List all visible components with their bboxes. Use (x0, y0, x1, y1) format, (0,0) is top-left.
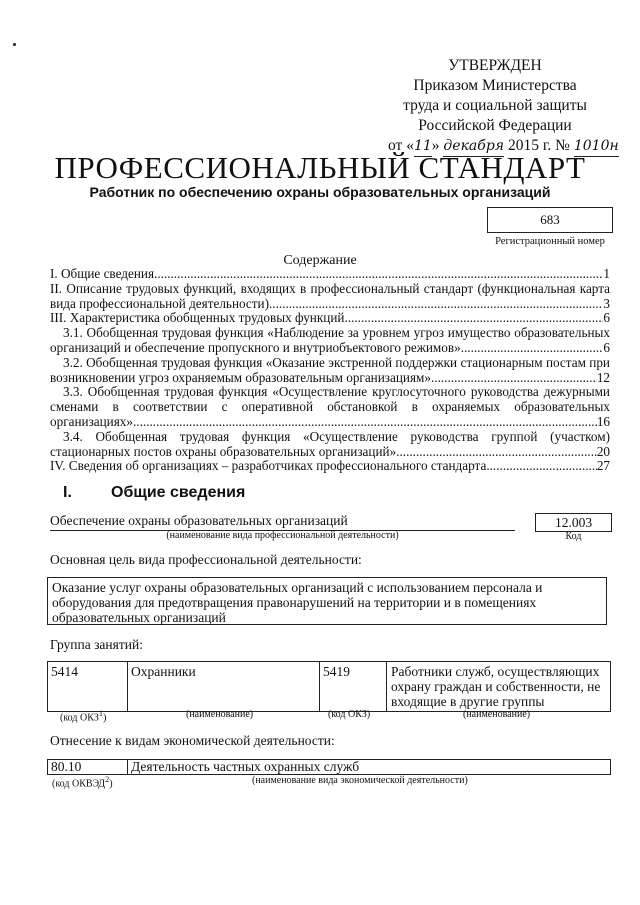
activity-code-box: 12.003 (535, 513, 612, 532)
table-of-contents (50, 267, 610, 474)
okved-code-cell: 80.10 (48, 760, 128, 775)
approval-ministry-line: труда и социальной защиты (403, 97, 587, 114)
occ-caption-name-2: (наименование) (463, 709, 531, 720)
registration-number-label: Регистрационный номер (495, 236, 605, 247)
registration-number-box: 683 (487, 207, 613, 233)
occupation-group-table (47, 661, 611, 712)
approval-date: от «11» декабря 2015 г. № 1010н (380, 136, 610, 157)
section-heading: I. Общие сведения (63, 484, 246, 501)
table-row (48, 662, 611, 712)
okved-table (47, 759, 611, 775)
okved-caption-code: (код ОКВЭД$^2$) (52, 775, 113, 790)
activity-code-caption: Код (565, 531, 582, 542)
toc-heading: Содержание (283, 253, 357, 268)
toc-entry-2[interactable]: II. Описание трудовых функций, входящих в профессиональный стандарт (функциональная карта вида профессиональной деятельности) ..... 3 (50, 282, 610, 312)
occ-caption-code-2: (код ОКЗ) (328, 709, 371, 720)
page-title: ПРОФЕССИОНАЛЬНЫЙ СТАНДАРТ (54, 150, 586, 185)
table-row (48, 760, 611, 775)
activity-name: Обеспечение охраны образовательных организаций (50, 513, 515, 531)
approval-number: 1010н (574, 136, 619, 157)
toc-entry-3-1[interactable]: 3.1. Обобщенная трудовая функция «Наблюдение за уровнем угроз имущество образовательных организаций и обеспечение пропускного и внутриобъектового режимов» ..... 6 (50, 326, 610, 356)
toc-entry-4[interactable]: IV. Сведения об организациях – разработчиках профессионального стандарта ..... 27 (50, 459, 610, 474)
toc-entry-1[interactable]: I. Общие сведения ..... 1 (50, 267, 610, 282)
approval-country-line: Российской Федерации (418, 117, 572, 134)
activity-caption: (наименование вида профессиональной деятельности) (166, 530, 399, 541)
page-subtitle: Работник по обеспечению охраны образовательных организаций (89, 184, 551, 200)
approval-heading: УТВЕРЖДЕН (448, 57, 542, 74)
okz-name-cell: Работники служб, осуществляющих охрану граждан и собственности, не входящие в другие группы (387, 662, 611, 712)
okved-caption-name: (наименование вида экономической деятельности) (252, 775, 468, 786)
occ-caption-code: (код ОКЗ$^1$) (60, 709, 107, 724)
occ-caption-name: (наименование) (186, 709, 254, 720)
toc-entry-3[interactable]: III. Характеристика обобщенных трудовых функций ..... 6 (50, 311, 610, 326)
approval-day: 11 (414, 136, 432, 157)
toc-entry-3-3[interactable]: 3.3. Обобщенная трудовая функция «Осуществление круглосуточного руководства дежурными сменами в соответствии с оперативной обстановкой в охраняемых образовательных организациях» ..... 16 (50, 385, 610, 429)
okz-name-cell: Охранники (128, 662, 320, 712)
okz-code-cell: 5419 (320, 662, 387, 712)
econ-label: Отнесение к видам экономической деятельности: (50, 733, 335, 748)
approval-month: декабря (443, 136, 504, 157)
approval-order-line: Приказом Министерства (413, 77, 577, 94)
toc-entry-3-4[interactable]: 3.4. Обобщенная трудовая функция «Осуществление руководства группой (участком) стационарных постов охраны образовательных организаций» ..... 20 (50, 430, 610, 460)
scan-speck (13, 43, 16, 46)
okz-code-cell: 5414 (48, 662, 128, 712)
group-label: Группа занятий: (50, 637, 143, 652)
toc-entry-3-2[interactable]: 3.2. Обобщенная трудовая функция «Оказание экстренной поддержки стационарным постам при возникновении угроз охраняемым образовательным организациям» ..... 12 (50, 356, 610, 386)
goal-label: Основная цель вида профессиональной деятельности: (50, 552, 362, 567)
approval-block (380, 56, 619, 157)
goal-text-box: Оказание услуг охраны образовательных организаций с использованием персонала и оборудования для предотвращения правонарушений на территории и в помещениях образовательных организаций (47, 577, 607, 625)
okved-name-cell: Деятельность частных охранных служб (128, 760, 611, 775)
